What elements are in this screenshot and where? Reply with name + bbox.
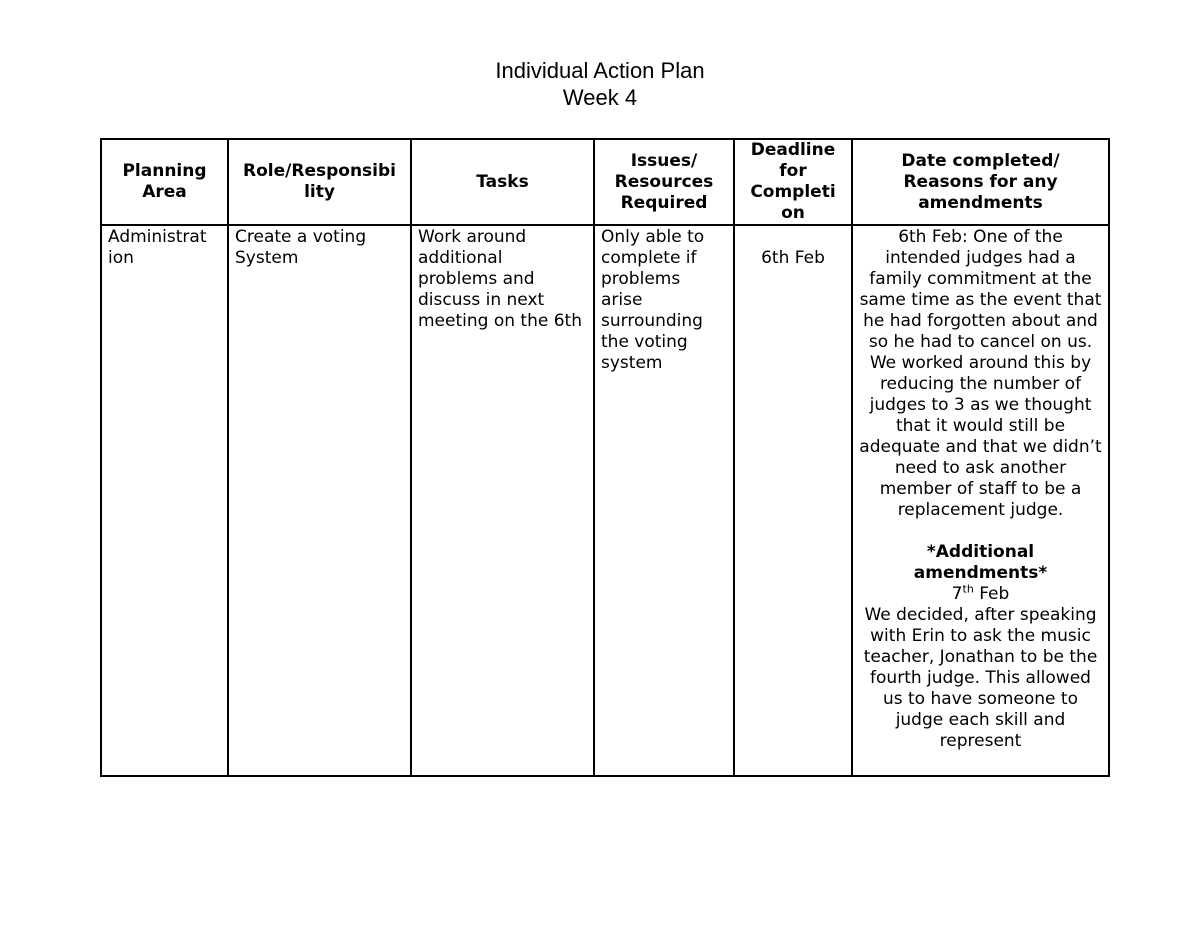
amendment-date: 7th Feb — [951, 582, 1010, 604]
cell-tasks: Work around additional problems and discuss in next meeting on the 6th — [411, 225, 594, 776]
document-title-block — [0, 57, 1200, 111]
cell-deadline: 6th Feb — [734, 225, 852, 776]
completion-notes: 6th Feb: One of the intended judges had a family commitment at the same time as the event that he had forgotten about and so he had to cancel on us. We worked around this by reducing the number of judges to 3 as we thought that it would still be adequate and that we didn’t need to ask another member of staff to be a replacement judge. — [859, 227, 1102, 520]
cell-planning-area: Administrat ion — [101, 225, 228, 776]
document-title: Individual Action Plan — [495, 58, 705, 83]
header-issues: Issues/ Resources Required — [594, 139, 734, 225]
amendments-heading: *Additional amendments* — [913, 542, 1048, 583]
header-tasks: Tasks — [411, 139, 594, 225]
header-deadline: Deadline for Completi on — [734, 139, 852, 225]
document-subtitle: Week 4 — [562, 85, 638, 110]
cell-role: Create a voting System — [228, 225, 411, 776]
cell-date-completed — [852, 225, 1109, 776]
header-role: Role/Responsibi lity — [228, 139, 411, 225]
header-planning-area: Planning Area — [101, 139, 228, 225]
cell-issues: Only able to complete if problems arise surrounding the voting system — [594, 225, 734, 776]
table-header-row — [101, 139, 1109, 225]
table-row — [101, 225, 1109, 776]
header-date-completed: Date completed/ Reasons for any amendments — [852, 139, 1109, 225]
amendment-text: We decided, after speaking with Erin to ask the music teacher, Jonathan to be the fourth judge. This allowed us to have someone to judge each skill and represent — [863, 605, 1098, 751]
action-plan-table — [100, 138, 1110, 777]
